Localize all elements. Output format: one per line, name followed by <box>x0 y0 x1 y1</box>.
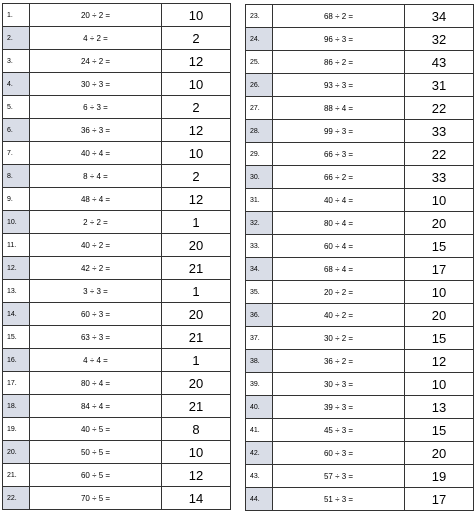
worksheet-row <box>3 326 231 349</box>
division-problem: 99 ÷ 3 = <box>273 120 405 143</box>
division-problem: 68 ÷ 4 = <box>273 258 405 281</box>
worksheet-row <box>3 165 231 188</box>
worksheet-row <box>246 143 474 166</box>
division-problem: 60 ÷ 3 = <box>273 442 405 465</box>
worksheet-row <box>246 258 474 281</box>
division-problem: 68 ÷ 2 = <box>273 5 405 28</box>
worksheet-row <box>3 372 231 395</box>
answer-cell: 21 <box>162 395 231 418</box>
answer-cell: 10 <box>162 4 231 27</box>
answer-cell: 22 <box>405 97 474 120</box>
problem-number: 42. <box>246 442 273 465</box>
worksheet-row <box>3 142 231 165</box>
problem-number: 14. <box>3 303 30 326</box>
problem-number: 4. <box>3 73 30 96</box>
problem-number: 26. <box>246 74 273 97</box>
answer-cell: 20 <box>162 372 231 395</box>
problem-number: 3. <box>3 50 30 73</box>
division-problem: 24 ÷ 2 = <box>30 50 162 73</box>
division-problem: 40 ÷ 5 = <box>30 418 162 441</box>
division-problem: 8 ÷ 4 = <box>30 165 162 188</box>
worksheet-row <box>3 464 231 487</box>
problem-number: 2. <box>3 27 30 50</box>
answer-cell: 43 <box>405 51 474 74</box>
answer-cell: 1 <box>162 280 231 303</box>
worksheet-row <box>246 396 474 419</box>
division-problem: 40 ÷ 2 = <box>30 234 162 257</box>
division-problem: 3 ÷ 3 = <box>30 280 162 303</box>
answer-cell: 12 <box>162 50 231 73</box>
worksheet-row <box>246 235 474 258</box>
division-problem: 57 ÷ 3 = <box>273 465 405 488</box>
division-problem: 51 ÷ 3 = <box>273 488 405 511</box>
division-problem: 40 ÷ 4 = <box>273 189 405 212</box>
division-problem: 70 ÷ 5 = <box>30 487 162 510</box>
division-problem: 30 ÷ 3 = <box>273 373 405 396</box>
division-problem: 20 ÷ 2 = <box>273 281 405 304</box>
division-problem: 66 ÷ 3 = <box>273 143 405 166</box>
problem-number: 38. <box>246 350 273 373</box>
worksheet-table-left <box>2 3 231 510</box>
answer-cell: 20 <box>405 442 474 465</box>
problem-number: 6. <box>3 119 30 142</box>
worksheet-row <box>246 97 474 120</box>
worksheet-row <box>3 27 231 50</box>
problem-number: 31. <box>246 189 273 212</box>
worksheet-row <box>246 51 474 74</box>
worksheet-row <box>246 120 474 143</box>
answer-cell: 21 <box>162 326 231 349</box>
answer-cell: 15 <box>405 327 474 350</box>
answer-cell: 34 <box>405 5 474 28</box>
division-problem: 36 ÷ 2 = <box>273 350 405 373</box>
worksheet-row <box>246 166 474 189</box>
worksheet-row <box>246 327 474 350</box>
problem-number: 23. <box>246 5 273 28</box>
division-problem: 45 ÷ 3 = <box>273 419 405 442</box>
worksheet-row <box>246 419 474 442</box>
division-problem: 4 ÷ 4 = <box>30 349 162 372</box>
division-problem: 88 ÷ 4 = <box>273 97 405 120</box>
answer-cell: 14 <box>162 487 231 510</box>
worksheet-row <box>246 442 474 465</box>
problem-number: 13. <box>3 280 30 303</box>
answer-cell: 19 <box>405 465 474 488</box>
answer-cell: 10 <box>405 281 474 304</box>
worksheet-row <box>246 304 474 327</box>
problem-number: 33. <box>246 235 273 258</box>
worksheet-row <box>3 50 231 73</box>
worksheet-row <box>246 74 474 97</box>
answer-cell: 20 <box>162 303 231 326</box>
problem-number: 12. <box>3 257 30 280</box>
answer-cell: 10 <box>405 373 474 396</box>
worksheet-row <box>246 212 474 235</box>
problem-number: 19. <box>3 418 30 441</box>
problem-number: 32. <box>246 212 273 235</box>
answer-cell: 17 <box>405 258 474 281</box>
problem-number: 25. <box>246 51 273 74</box>
worksheet-row <box>246 28 474 51</box>
answer-cell: 15 <box>405 419 474 442</box>
problem-number: 39. <box>246 373 273 396</box>
answer-cell: 2 <box>162 27 231 50</box>
worksheet-row <box>246 5 474 28</box>
division-problem: 4 ÷ 2 = <box>30 27 162 50</box>
worksheet-row <box>246 350 474 373</box>
problem-number: 20. <box>3 441 30 464</box>
division-problem: 86 ÷ 2 = <box>273 51 405 74</box>
division-problem: 20 ÷ 2 = <box>30 4 162 27</box>
answer-cell: 33 <box>405 120 474 143</box>
problem-number: 35. <box>246 281 273 304</box>
division-problem: 60 ÷ 3 = <box>30 303 162 326</box>
answer-cell: 12 <box>405 350 474 373</box>
worksheet-row <box>3 280 231 303</box>
worksheet-row <box>246 373 474 396</box>
answer-cell: 17 <box>405 488 474 511</box>
problem-number: 34. <box>246 258 273 281</box>
answer-cell: 20 <box>405 304 474 327</box>
worksheet-row <box>246 281 474 304</box>
worksheet-row <box>3 441 231 464</box>
problem-number: 11. <box>3 234 30 257</box>
answer-cell: 21 <box>162 257 231 280</box>
answer-cell: 20 <box>162 234 231 257</box>
problem-number: 30. <box>246 166 273 189</box>
worksheet-row <box>246 488 474 511</box>
division-problem: 93 ÷ 3 = <box>273 74 405 97</box>
answer-cell: 32 <box>405 28 474 51</box>
division-problem: 60 ÷ 5 = <box>30 464 162 487</box>
left-table-body <box>3 4 231 510</box>
problem-number: 29. <box>246 143 273 166</box>
division-problem: 39 ÷ 3 = <box>273 396 405 419</box>
answer-cell: 1 <box>162 211 231 234</box>
problem-number: 7. <box>3 142 30 165</box>
division-problem: 40 ÷ 4 = <box>30 142 162 165</box>
problem-number: 40. <box>246 396 273 419</box>
answer-cell: 12 <box>162 188 231 211</box>
problem-number: 21. <box>3 464 30 487</box>
worksheet-row <box>3 188 231 211</box>
division-problem: 30 ÷ 3 = <box>30 73 162 96</box>
worksheet-row <box>246 189 474 212</box>
problem-number: 18. <box>3 395 30 418</box>
answer-cell: 33 <box>405 166 474 189</box>
worksheet-table-right <box>245 4 474 511</box>
answer-cell: 1 <box>162 349 231 372</box>
problem-number: 36. <box>246 304 273 327</box>
division-problem: 2 ÷ 2 = <box>30 211 162 234</box>
worksheet-row <box>3 73 231 96</box>
division-problem: 40 ÷ 2 = <box>273 304 405 327</box>
problem-number: 1. <box>3 4 30 27</box>
answer-cell: 8 <box>162 418 231 441</box>
division-problem: 30 ÷ 2 = <box>273 327 405 350</box>
problem-number: 9. <box>3 188 30 211</box>
division-problem: 50 ÷ 5 = <box>30 441 162 464</box>
worksheet-row <box>3 211 231 234</box>
division-problem: 48 ÷ 4 = <box>30 188 162 211</box>
problem-number: 27. <box>246 97 273 120</box>
answer-cell: 2 <box>162 165 231 188</box>
problem-number: 16. <box>3 349 30 372</box>
problem-number: 24. <box>246 28 273 51</box>
answer-cell: 12 <box>162 464 231 487</box>
division-problem: 60 ÷ 4 = <box>273 235 405 258</box>
division-problem: 6 ÷ 3 = <box>30 96 162 119</box>
division-problem: 80 ÷ 4 = <box>273 212 405 235</box>
answer-cell: 20 <box>405 212 474 235</box>
worksheet-row <box>3 96 231 119</box>
problem-number: 41. <box>246 419 273 442</box>
answer-cell: 12 <box>162 119 231 142</box>
answer-cell: 10 <box>162 441 231 464</box>
division-problem: 80 ÷ 4 = <box>30 372 162 395</box>
worksheet-row <box>3 395 231 418</box>
division-problem: 63 ÷ 3 = <box>30 326 162 349</box>
answer-cell: 2 <box>162 96 231 119</box>
problem-number: 22. <box>3 487 30 510</box>
division-problem: 36 ÷ 3 = <box>30 119 162 142</box>
worksheet-row <box>246 465 474 488</box>
answer-cell: 13 <box>405 396 474 419</box>
answer-cell: 10 <box>162 73 231 96</box>
worksheet-row <box>3 487 231 510</box>
division-problem: 42 ÷ 2 = <box>30 257 162 280</box>
problem-number: 43. <box>246 465 273 488</box>
worksheet-row <box>3 234 231 257</box>
division-problem: 66 ÷ 2 = <box>273 166 405 189</box>
problem-number: 10. <box>3 211 30 234</box>
right-table-body <box>246 5 474 511</box>
answer-cell: 31 <box>405 74 474 97</box>
worksheet-row <box>3 418 231 441</box>
worksheet-row <box>3 349 231 372</box>
answer-cell: 10 <box>405 189 474 212</box>
problem-number: 28. <box>246 120 273 143</box>
answer-cell: 15 <box>405 235 474 258</box>
answer-cell: 10 <box>162 142 231 165</box>
division-problem: 96 ÷ 3 = <box>273 28 405 51</box>
worksheet-row <box>3 257 231 280</box>
problem-number: 8. <box>3 165 30 188</box>
division-problem: 84 ÷ 4 = <box>30 395 162 418</box>
problem-number: 15. <box>3 326 30 349</box>
problem-number: 37. <box>246 327 273 350</box>
worksheet-row <box>3 119 231 142</box>
problem-number: 17. <box>3 372 30 395</box>
worksheet-row <box>3 303 231 326</box>
problem-number: 44. <box>246 488 273 511</box>
worksheet-row <box>3 4 231 27</box>
problem-number: 5. <box>3 96 30 119</box>
answer-cell: 22 <box>405 143 474 166</box>
